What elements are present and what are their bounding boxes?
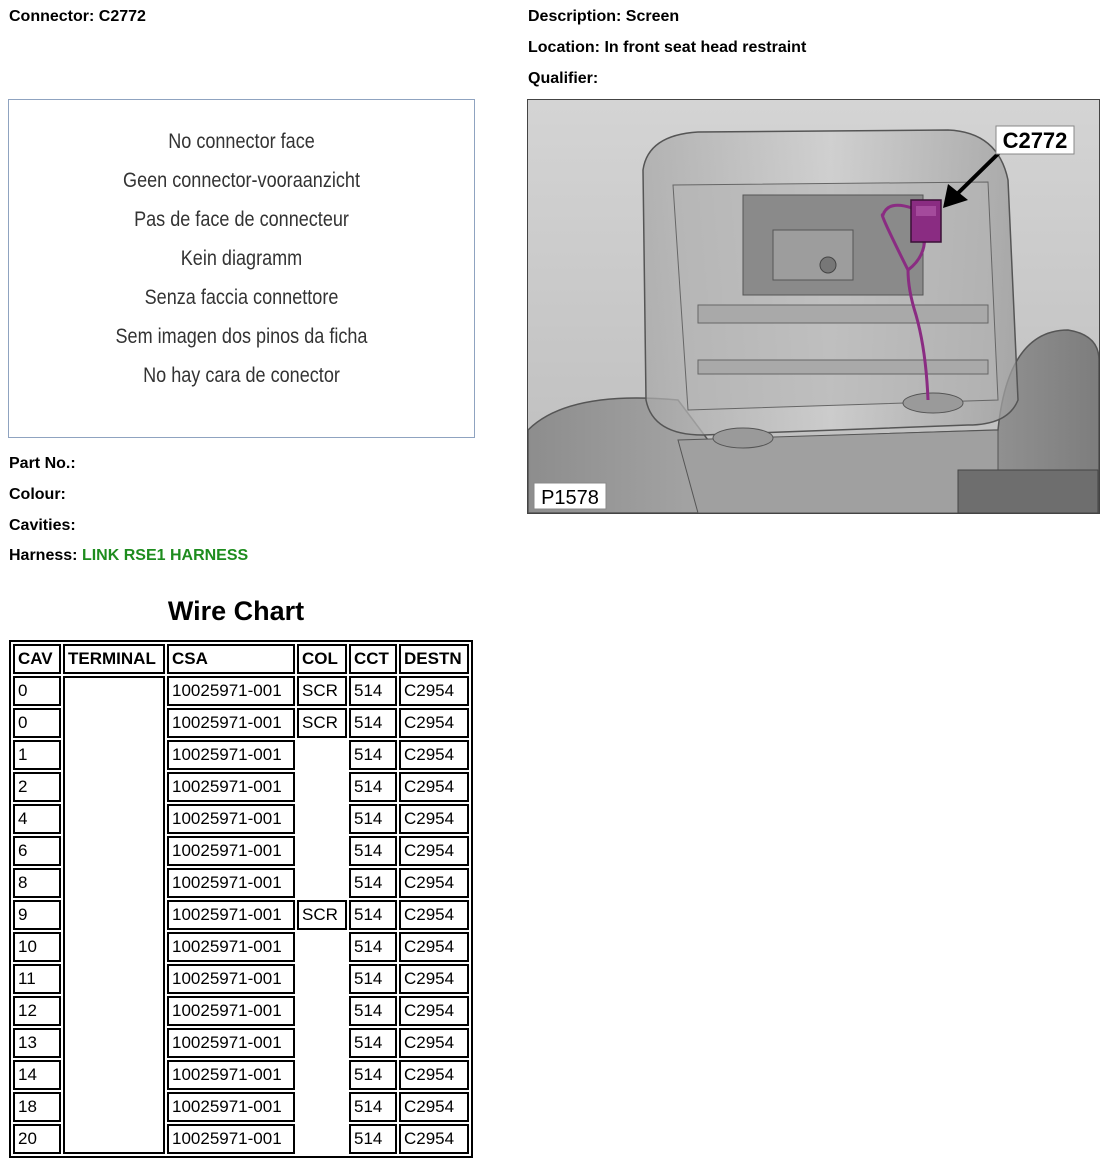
- cell-col: [297, 836, 347, 866]
- face-text-de: Kein diagramm: [180, 247, 303, 270]
- cell-cct: 514: [349, 708, 397, 738]
- location-label: Location:: [528, 39, 600, 56]
- cell-col: [297, 1060, 347, 1090]
- face-text-nl: Geen connector-vooraanzicht: [123, 169, 360, 192]
- cell-destn: C2954: [399, 932, 469, 962]
- cell-cct: 514: [349, 1028, 397, 1058]
- cell-col: SCR: [297, 708, 347, 738]
- connector-location-illustration: [527, 99, 1100, 514]
- cell-cav: 20: [13, 1124, 61, 1154]
- cell-cav: 6: [13, 836, 61, 866]
- cell-col: [297, 1092, 347, 1122]
- cell-destn: C2954: [399, 868, 469, 898]
- cell-destn: C2954: [399, 996, 469, 1026]
- callout-connector-label: C2772: [1002, 128, 1068, 153]
- col-header-cct: CCT: [349, 644, 397, 674]
- cell-destn: C2954: [399, 1124, 469, 1154]
- col-header-terminal: TERMINAL: [63, 644, 165, 674]
- cell-cct: 514: [349, 740, 397, 770]
- description-value: Screen: [625, 8, 680, 25]
- cell-col: SCR: [297, 676, 347, 706]
- cell-cav: 0: [13, 708, 61, 738]
- cell-cav: 1: [13, 740, 61, 770]
- wire-chart-title: Wire Chart: [167, 596, 305, 626]
- col-header-destn: DESTN: [399, 644, 469, 674]
- cell-csa: 10025971-001: [167, 804, 295, 834]
- cell-terminal: [63, 676, 165, 1154]
- cell-destn: C2954: [399, 804, 469, 834]
- qualifier-line: [528, 69, 598, 89]
- cell-cav: 18: [13, 1092, 61, 1122]
- cell-cav: 8: [13, 868, 61, 898]
- cell-col: [297, 932, 347, 962]
- cell-col: [297, 740, 347, 770]
- cell-destn: C2954: [399, 708, 469, 738]
- colour-line: [9, 485, 66, 505]
- cell-col: SCR: [297, 900, 347, 930]
- face-text-fr: Pas de face de connecteur: [134, 208, 349, 231]
- face-text-it: Senza faccia connettore: [144, 286, 339, 309]
- cell-cct: 514: [349, 964, 397, 994]
- connector-value: C2772: [98, 8, 146, 25]
- col-header-cav: CAV: [13, 644, 61, 674]
- cell-csa: 10025971-001: [167, 1092, 295, 1122]
- cell-col: [297, 964, 347, 994]
- cell-cav: 9: [13, 900, 61, 930]
- cell-csa: 10025971-001: [167, 1124, 295, 1154]
- illustration-code-label: P1578: [541, 487, 599, 509]
- connector-line: [9, 7, 146, 27]
- wire-chart-body: [13, 676, 469, 1154]
- cell-col: [297, 1028, 347, 1058]
- cell-col: [297, 804, 347, 834]
- cell-col: [297, 996, 347, 1026]
- cell-csa: 10025971-001: [167, 836, 295, 866]
- cell-destn: C2954: [399, 1092, 469, 1122]
- cell-destn: C2954: [399, 964, 469, 994]
- cell-cav: 10: [13, 932, 61, 962]
- col-header-csa: CSA: [167, 644, 295, 674]
- cell-cct: 514: [349, 804, 397, 834]
- cell-destn: C2954: [399, 1060, 469, 1090]
- cell-cct: 514: [349, 996, 397, 1026]
- cell-destn: C2954: [399, 836, 469, 866]
- cell-col: [297, 772, 347, 802]
- cell-cav: 12: [13, 996, 61, 1026]
- col-header-col: COL: [297, 644, 347, 674]
- cell-destn: C2954: [399, 900, 469, 930]
- cell-cct: 514: [349, 836, 397, 866]
- cell-destn: C2954: [399, 772, 469, 802]
- cell-cav: 13: [13, 1028, 61, 1058]
- cell-cct: 514: [349, 1060, 397, 1090]
- description-line: [528, 7, 679, 27]
- cell-csa: 10025971-001: [167, 964, 295, 994]
- face-text-en: No connector face: [168, 130, 315, 153]
- cell-csa: 10025971-001: [167, 1028, 295, 1058]
- cell-csa: 10025971-001: [167, 900, 295, 930]
- cell-cct: 514: [349, 932, 397, 962]
- harness-line: [9, 546, 248, 566]
- cell-destn: C2954: [399, 740, 469, 770]
- location-value: In front seat head restraint: [604, 39, 807, 56]
- cell-col: [297, 1124, 347, 1154]
- connector-label: Connector:: [9, 8, 95, 25]
- cell-cct: 514: [349, 1092, 397, 1122]
- harness-label: Harness:: [9, 547, 78, 564]
- part-no-line: [9, 454, 76, 474]
- cell-csa: 10025971-001: [167, 1060, 295, 1090]
- part-no-label: Part No.:: [9, 455, 76, 472]
- cavities-line: [9, 516, 76, 536]
- cell-cav: 11: [13, 964, 61, 994]
- wire-chart-table: [9, 640, 473, 1158]
- cell-destn: C2954: [399, 676, 469, 706]
- cell-cav: 14: [13, 1060, 61, 1090]
- cell-cct: 514: [349, 772, 397, 802]
- cell-cct: 514: [349, 676, 397, 706]
- cell-cct: 514: [349, 900, 397, 930]
- cell-cav: 4: [13, 804, 61, 834]
- cavities-label: Cavities:: [9, 517, 76, 534]
- location-line: [528, 38, 806, 58]
- connector-face-panel: [8, 99, 475, 438]
- headrest-illustration: [528, 100, 1099, 513]
- cell-csa: 10025971-001: [167, 932, 295, 962]
- cell-csa: 10025971-001: [167, 740, 295, 770]
- qualifier-label: Qualifier:: [528, 70, 599, 87]
- face-text-es: No hay cara de conector: [143, 364, 340, 387]
- face-text-pt: Sem imagen dos pinos da ficha: [115, 325, 368, 348]
- table-row: [13, 676, 469, 706]
- harness-link[interactable]: LINK RSE1 HARNESS: [81, 547, 249, 564]
- cell-csa: 10025971-001: [167, 708, 295, 738]
- colour-label: Colour:: [9, 486, 66, 503]
- cell-cav: 0: [13, 676, 61, 706]
- cell-destn: C2954: [399, 1028, 469, 1058]
- description-label: Description:: [528, 8, 622, 25]
- cell-csa: 10025971-001: [167, 772, 295, 802]
- wire-chart-header-row: [13, 644, 469, 674]
- cell-csa: 10025971-001: [167, 996, 295, 1026]
- cell-cct: 514: [349, 1124, 397, 1154]
- cell-csa: 10025971-001: [167, 868, 295, 898]
- cell-csa: 10025971-001: [167, 676, 295, 706]
- cell-col: [297, 868, 347, 898]
- cell-cct: 514: [349, 868, 397, 898]
- cell-cav: 2: [13, 772, 61, 802]
